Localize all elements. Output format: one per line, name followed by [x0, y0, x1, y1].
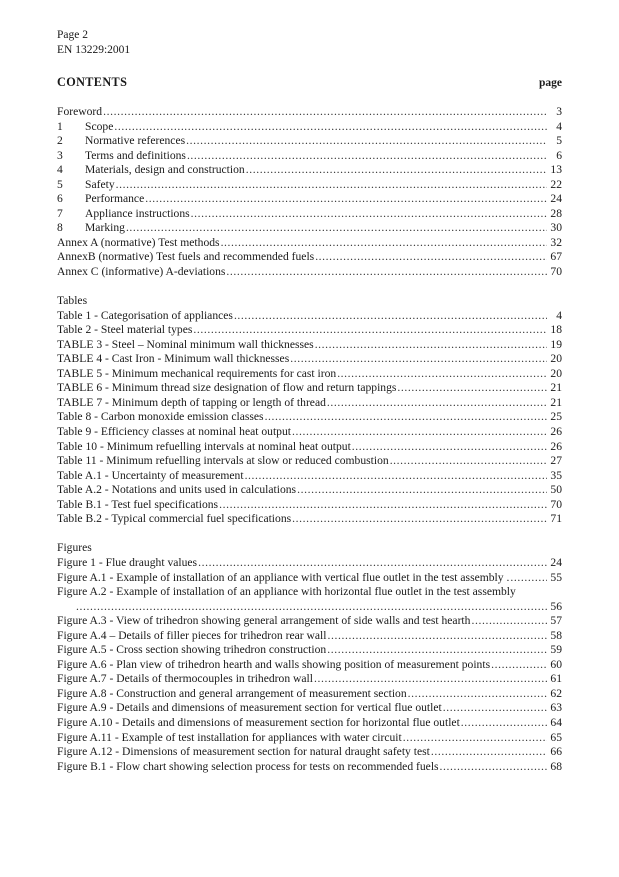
toc-entry-page: 6: [556, 148, 562, 162]
toc-entry-label: Safety: [85, 177, 115, 191]
toc-entry-page: 20: [550, 366, 562, 380]
leader-dots: [327, 629, 547, 644]
toc-figure-entry[interactable]: [57, 614, 562, 629]
leader-dots: [337, 367, 547, 382]
toc-entry-label: Figure B.1 - Flow chart showing selection process for tests on recommended fuels: [57, 759, 439, 773]
toc-figure-entry[interactable]: [57, 745, 562, 760]
toc-entry-label: Table 8 - Carbon monoxide emission classes: [57, 410, 264, 424]
leader-dots: [76, 600, 547, 615]
toc-figure-entry[interactable]: [57, 585, 562, 614]
toc-entry-page: 62: [550, 686, 562, 700]
leader-dots: [443, 701, 547, 716]
toc-table-entry[interactable]: [57, 396, 562, 411]
page-title: CONTENTS: [57, 75, 128, 89]
toc-entry-label: Figure A.9 - Details and dimensions of measurement section for vertical flue outlet: [57, 701, 442, 715]
toc-entry-label: Table 10 - Minimum refuelling intervals at nominal heat output: [57, 439, 351, 453]
toc-entry-label: Annex C (informative) A-deviations: [57, 265, 226, 279]
toc-entry-page: 13: [550, 163, 562, 177]
toc-figure-entry[interactable]: [57, 672, 562, 687]
toc-entry-label: Figure A.1 - Example of installation of an appliance with vertical flue outlet in the test assembly .: [57, 570, 510, 584]
toc-table-entry[interactable]: [57, 512, 562, 527]
toc-figures-group: [57, 556, 562, 774]
toc-table-entry[interactable]: [57, 309, 562, 324]
toc-entry-page: 66: [550, 745, 562, 759]
toc-entry-number: 6: [57, 192, 63, 206]
toc-entry-label: Performance: [85, 192, 145, 206]
leader-dots: [390, 454, 547, 469]
toc-entry-page: 28: [550, 206, 562, 220]
toc-section-entry[interactable]: [57, 236, 562, 251]
toc-entry-label: Table 2 - Steel material types: [57, 323, 193, 337]
toc-entry-label: Scope: [85, 119, 114, 133]
leader-dots: [193, 323, 547, 338]
toc-figure-entry[interactable]: [57, 731, 562, 746]
block-spacer: [57, 280, 562, 295]
toc-entry-page: 26: [550, 439, 562, 453]
toc-figure-entry[interactable]: [57, 716, 562, 731]
toc-entry-label: Figure A.2 - Example of installation of an appliance with horizontal flue outlet in the test assembly: [57, 585, 516, 599]
toc-entry-page: 57: [550, 614, 562, 628]
toc-entry-label: TABLE 7 - Minimum depth of tapping or length of thread: [57, 395, 326, 409]
toc-table-entry[interactable]: [57, 381, 562, 396]
toc-entry-number: 8: [57, 221, 63, 235]
toc-section-entry[interactable]: [57, 163, 562, 178]
toc-table-entry[interactable]: [57, 410, 562, 425]
leader-dots: [471, 614, 547, 629]
toc-entry-label: Figure A.10 - Details and dimensions of measurement section for horizontal flue outlet: [57, 715, 460, 729]
toc-table-entry[interactable]: [57, 440, 562, 455]
toc-entry-number: 3: [57, 148, 63, 162]
toc-table-entry[interactable]: [57, 352, 562, 367]
toc-entry-label: Table B.2 - Typical commercial fuel specifications: [57, 512, 292, 526]
leader-dots: [510, 571, 547, 586]
leader-dots: [114, 120, 547, 135]
toc-entry-page: 70: [550, 497, 562, 511]
toc-entry-page: 58: [550, 628, 562, 642]
toc-entry-label: Table 1 - Categorisation of appliances: [57, 308, 233, 322]
toc-entry-label: Normative references: [85, 134, 186, 148]
toc-entry-page: 21: [550, 381, 562, 395]
toc-entry-label: Table 9 - Efficiency classes at nominal heat output: [57, 425, 291, 439]
toc-entry-continuation: [57, 600, 562, 615]
toc-entry-page: 5: [556, 134, 562, 148]
toc-entry-page: 61: [550, 672, 562, 686]
header-standard-number: EN 13229:2001: [57, 43, 131, 56]
leader-dots: [314, 672, 547, 687]
toc-entry-page: 21: [550, 395, 562, 409]
toc-entry-page: 19: [550, 337, 562, 351]
toc-entry-label: TABLE 4 - Cast Iron - Minimum wall thicknesses: [57, 352, 290, 366]
leader-dots: [397, 381, 547, 396]
toc-entry-page: 3: [556, 105, 562, 118]
toc-entry-page: 55: [550, 570, 562, 584]
leader-dots: [315, 338, 547, 353]
toc-entry-page: 68: [550, 759, 562, 773]
leader-dots: [226, 265, 547, 280]
toc-section-entry[interactable]: [57, 149, 562, 164]
leader-dots: [245, 469, 547, 484]
toc-entry-number: 2: [57, 134, 63, 148]
leader-dots: [116, 178, 547, 193]
toc-entry-number: 1: [57, 119, 63, 133]
toc-entry-page: 27: [550, 454, 562, 468]
toc-entry-label: Figure A.5 - Cross section showing trihedron construction: [57, 643, 327, 657]
figures-section-heading: [57, 541, 562, 556]
header-page-number: Page 2: [57, 29, 88, 41]
leader-dots: [327, 396, 547, 411]
page-column-label: page: [539, 77, 562, 89]
toc-section-entry[interactable]: [57, 250, 562, 265]
toc-figure-entry[interactable]: [57, 658, 562, 673]
toc-table-entry[interactable]: [57, 483, 562, 498]
toc-figure-entry[interactable]: [57, 760, 562, 775]
toc-entry-label: TABLE 3 - Steel – Nominal minimum wall thicknesses: [57, 337, 314, 351]
toc-table-entry[interactable]: [57, 338, 562, 353]
leader-dots: [431, 745, 547, 760]
toc-section-entry[interactable]: [57, 221, 562, 236]
toc-entry-number: 5: [57, 177, 63, 191]
figures-heading-label: Figures: [57, 541, 92, 555]
toc-entry-page: 50: [550, 483, 562, 497]
tables-heading-label: Tables: [57, 294, 88, 308]
toc-section-entry[interactable]: [57, 134, 562, 149]
toc-entry-page: 25: [550, 410, 562, 424]
leader-dots: [219, 498, 547, 513]
toc-entry-label: Figure A.11 - Example of test installation for appliances with water circuit: [57, 730, 402, 744]
toc-entry-label: Figure A.12 - Dimensions of measurement section for natural draught safety test: [57, 745, 430, 759]
leader-dots: [103, 105, 547, 120]
toc-entry-page: 18: [550, 323, 562, 337]
toc-entry-page: 63: [550, 701, 562, 715]
leader-dots: [290, 352, 547, 367]
toc-entry-page: 22: [550, 177, 562, 191]
page-header: [57, 28, 130, 57]
leader-dots: [491, 658, 547, 673]
toc-entry-label: Marking: [85, 221, 125, 235]
toc-table-entry[interactable]: [57, 425, 562, 440]
toc-section-entry[interactable]: [57, 178, 562, 193]
toc-entry-page: 26: [550, 425, 562, 439]
toc-entry-label: Table 11 - Minimum refuelling intervals at slow or reduced combustion: [57, 454, 389, 468]
leader-dots: [191, 207, 547, 222]
leader-dots: [352, 440, 547, 455]
table-of-contents: [57, 105, 562, 774]
toc-entry-page: 4: [556, 308, 562, 322]
block-spacer: [57, 527, 562, 542]
contents-header-row: [57, 75, 562, 90]
toc-entry-page: 65: [550, 730, 562, 744]
toc-entry-label: Figure A.3 - View of trihedron showing general arrangement of side walls and test hearth: [57, 614, 471, 628]
toc-figure-entry[interactable]: [57, 629, 562, 644]
tables-section-heading: [57, 294, 562, 309]
leader-dots: [126, 221, 547, 236]
toc-figure-entry[interactable]: [57, 687, 562, 702]
toc-section-entry[interactable]: [57, 120, 562, 135]
toc-table-entry[interactable]: [57, 469, 562, 484]
toc-entry-page: 32: [550, 235, 562, 249]
leader-dots: [265, 410, 547, 425]
leader-dots: [186, 134, 547, 149]
toc-entry-page: 24: [550, 555, 562, 569]
toc-table-entry[interactable]: [57, 323, 562, 338]
toc-entry-label: Table A.2 - Notations and units used in calculations: [57, 483, 297, 497]
leader-dots: [461, 716, 547, 731]
toc-table-entry[interactable]: [57, 454, 562, 469]
toc-sections-group: [57, 105, 562, 280]
toc-section-entry[interactable]: [57, 192, 562, 207]
toc-section-entry[interactable]: [57, 265, 562, 280]
toc-entry-page: 30: [550, 221, 562, 235]
toc-entry-page: 4: [556, 119, 562, 133]
toc-entry-label: Foreword: [57, 105, 103, 118]
toc-entry-page: 67: [550, 250, 562, 264]
toc-entry-label: Table B.1 - Test fuel specifications: [57, 497, 219, 511]
toc-section-entry[interactable]: [57, 105, 562, 120]
toc-entry-page: 64: [550, 715, 562, 729]
toc-entry-label: Figure 1 - Flue draught values: [57, 555, 198, 569]
toc-entry-label: Figure A.8 - Construction and general arrangement of measurement section: [57, 686, 407, 700]
toc-tables-group: [57, 309, 562, 527]
toc-figure-entry[interactable]: [57, 643, 562, 658]
toc-figure-entry[interactable]: [57, 556, 562, 571]
toc-entry-label: Annex A (normative) Test methods: [57, 235, 220, 249]
toc-entry-page: 71: [550, 512, 562, 526]
toc-entry-label: AnnexB (normative) Test fuels and recommended fuels: [57, 250, 315, 264]
leader-dots: [221, 236, 547, 251]
leader-dots: [292, 512, 547, 527]
toc-table-entry[interactable]: [57, 367, 562, 382]
toc-entry-page: 24: [550, 192, 562, 206]
leader-dots: [246, 163, 547, 178]
toc-entry-label: TABLE 6 - Minimum thread size designation of flow and return tappings: [57, 381, 397, 395]
leader-dots: [198, 556, 547, 571]
leader-dots: [440, 760, 547, 775]
toc-section-entry[interactable]: [57, 207, 562, 222]
leader-dots: [297, 483, 547, 498]
toc-table-entry[interactable]: [57, 498, 562, 513]
toc-entry-label: Table A.1 - Uncertainty of measurement: [57, 468, 244, 482]
toc-figure-entry[interactable]: [57, 571, 562, 586]
leader-dots: [408, 687, 547, 702]
leader-dots: [315, 250, 547, 265]
toc-entry-page: 70: [550, 265, 562, 279]
toc-entry-number: 4: [57, 163, 63, 177]
toc-entry-label: Figure A.7 - Details of thermocouples in trihedron wall: [57, 672, 313, 686]
toc-entry-label: Appliance instructions: [85, 206, 190, 220]
toc-entry-page: 60: [550, 657, 562, 671]
toc-entry-label: Figure A.6 - Plan view of trihedron hearth and walls showing position of measurement points: [57, 657, 491, 671]
toc-entry-label: TABLE 5 - Minimum mechanical requirements for cast iron: [57, 366, 337, 380]
leader-dots: [327, 643, 547, 658]
toc-entry-page: 59: [550, 643, 562, 657]
toc-entry-number: 7: [57, 206, 63, 220]
toc-entry-label: Materials, design and construction: [85, 163, 245, 177]
leader-dots: [403, 731, 547, 746]
toc-entry-label: Figure A.4 – Details of filler pieces for trihedron rear wall: [57, 628, 327, 642]
leader-dots: [234, 309, 547, 324]
toc-entry-page: 56: [550, 599, 562, 613]
leader-dots: [292, 425, 547, 440]
toc-entry-label: Terms and definitions: [85, 148, 186, 162]
leader-dots: [187, 149, 547, 164]
toc-entry-page: 35: [550, 468, 562, 482]
toc-entry-page: 20: [550, 352, 562, 366]
toc-figure-entry[interactable]: [57, 701, 562, 716]
leader-dots: [145, 192, 547, 207]
